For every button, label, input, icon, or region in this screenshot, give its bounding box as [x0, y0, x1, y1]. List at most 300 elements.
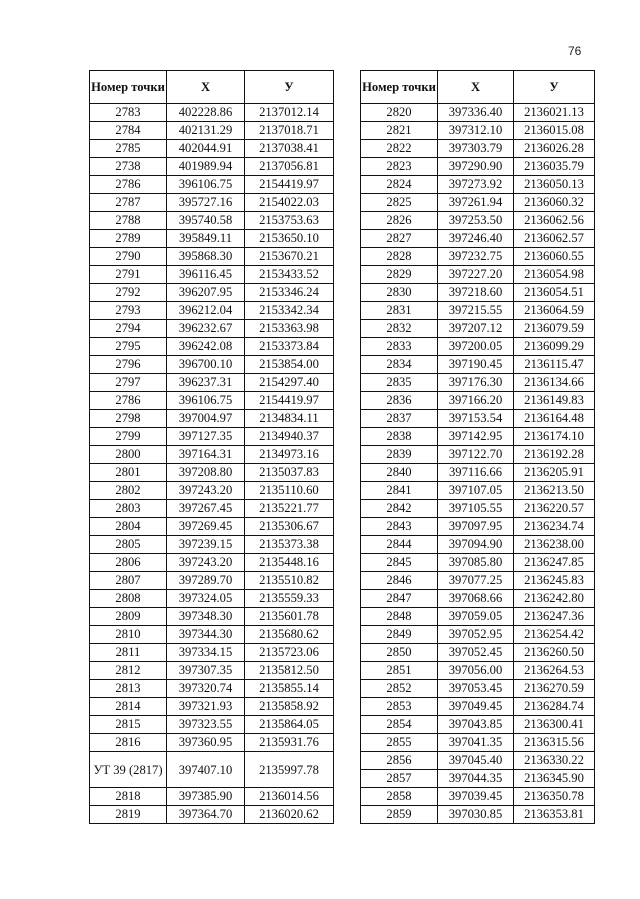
cell-x: 397053.45 [438, 680, 514, 698]
cell-x: 402228.86 [167, 104, 245, 122]
cell-x: 397190.45 [438, 356, 514, 374]
cell-y: 2135510.82 [245, 572, 334, 590]
cell-y: 2153433.52 [245, 266, 334, 284]
cell-y: 2135864.05 [245, 716, 334, 734]
cell-x: 397068.66 [438, 590, 514, 608]
cell-point-number: 2821 [361, 122, 438, 140]
cell-x: 397208.80 [167, 464, 245, 482]
cell-y: 2135306.67 [245, 518, 334, 536]
cell-y: 2134973.16 [245, 446, 334, 464]
header-y: У [514, 71, 595, 104]
cell-x: 395740.58 [167, 212, 245, 230]
cell-y: 2135221.77 [245, 500, 334, 518]
cell-point-number: 2813 [90, 680, 167, 698]
table-row [90, 590, 334, 608]
cell-y: 2135373.38 [245, 536, 334, 554]
cell-y: 2136149.83 [514, 392, 595, 410]
header-point-number: Номер точки [361, 71, 438, 104]
cell-point-number: 2795 [90, 338, 167, 356]
table-row [361, 104, 595, 122]
cell-x: 397239.15 [167, 536, 245, 554]
table-row [361, 734, 595, 752]
cell-point-number: 2833 [361, 338, 438, 356]
cell-y: 2136270.59 [514, 680, 595, 698]
cell-x: 397127.35 [167, 428, 245, 446]
cell-point-number: 2806 [90, 554, 167, 572]
cell-x: 397176.30 [438, 374, 514, 392]
cell-x: 395868.30 [167, 248, 245, 266]
table-row [90, 716, 334, 734]
cell-x: 396237.31 [167, 374, 245, 392]
cell-y: 2136264.53 [514, 662, 595, 680]
table-row [90, 536, 334, 554]
cell-x: 397407.10 [167, 752, 245, 788]
cell-y: 2136350.78 [514, 788, 595, 806]
table-row [361, 428, 595, 446]
cell-y: 2135680.62 [245, 626, 334, 644]
cell-point-number: 2791 [90, 266, 167, 284]
table-row [361, 788, 595, 806]
cell-x: 395727.16 [167, 194, 245, 212]
cell-point-number: 2784 [90, 122, 167, 140]
cell-x: 396242.08 [167, 338, 245, 356]
cell-x: 397243.20 [167, 554, 245, 572]
cell-x: 397045.40 [438, 752, 514, 770]
cell-point-number: 2794 [90, 320, 167, 338]
cell-y: 2136315.56 [514, 734, 595, 752]
table-row [361, 590, 595, 608]
table-row [90, 482, 334, 500]
cell-x: 397077.25 [438, 572, 514, 590]
cell-x: 397122.70 [438, 446, 514, 464]
cell-x: 397056.00 [438, 662, 514, 680]
table-row [361, 698, 595, 716]
table-row [90, 320, 334, 338]
table-row [361, 356, 595, 374]
cell-y: 2137038.41 [245, 140, 334, 158]
cell-point-number: 2786 [90, 392, 167, 410]
cell-x: 397336.40 [438, 104, 514, 122]
cell-y: 2136260.50 [514, 644, 595, 662]
cell-point-number: 2848 [361, 608, 438, 626]
cell-point-number: 2792 [90, 284, 167, 302]
cell-y: 2136060.55 [514, 248, 595, 266]
cell-x: 397166.20 [438, 392, 514, 410]
table-row [90, 608, 334, 626]
cell-point-number: 2851 [361, 662, 438, 680]
cell-y: 2135037.83 [245, 464, 334, 482]
table-row [361, 176, 595, 194]
cell-point-number: 2823 [361, 158, 438, 176]
cell-x: 397323.55 [167, 716, 245, 734]
cell-x: 397116.66 [438, 464, 514, 482]
table-row [361, 122, 595, 140]
cell-y: 2136014.56 [245, 788, 334, 806]
header-point-number: Номер точки [90, 71, 167, 104]
header-y: У [245, 71, 334, 104]
cell-point-number: 2843 [361, 518, 438, 536]
cell-point-number: 2803 [90, 500, 167, 518]
cell-point-number: 2825 [361, 194, 438, 212]
coordinates-table-right [360, 70, 595, 824]
cell-y: 2136062.57 [514, 230, 595, 248]
cell-y: 2153753.63 [245, 212, 334, 230]
cell-point-number: 2832 [361, 320, 438, 338]
table-row [90, 446, 334, 464]
table-row [90, 302, 334, 320]
cell-point-number: 2838 [361, 428, 438, 446]
cell-x: 397107.05 [438, 482, 514, 500]
table-row [361, 410, 595, 428]
cell-x: 397030.85 [438, 806, 514, 824]
cell-x: 397289.70 [167, 572, 245, 590]
cell-y: 2136079.59 [514, 320, 595, 338]
cell-x: 396106.75 [167, 176, 245, 194]
table-row [90, 338, 334, 356]
cell-y: 2136234.74 [514, 518, 595, 536]
table-row [361, 320, 595, 338]
cell-point-number: 2796 [90, 356, 167, 374]
table-row [90, 104, 334, 122]
table-row [361, 806, 595, 824]
cell-x: 396700.10 [167, 356, 245, 374]
cell-y: 2136099.29 [514, 338, 595, 356]
cell-point-number: 2805 [90, 536, 167, 554]
cell-point-number: 2828 [361, 248, 438, 266]
cell-y: 2153373.84 [245, 338, 334, 356]
cell-y: 2136015.08 [514, 122, 595, 140]
cell-y: 2136054.51 [514, 284, 595, 302]
cell-x: 397312.10 [438, 122, 514, 140]
cell-y: 2136254.42 [514, 626, 595, 644]
cell-x: 397164.31 [167, 446, 245, 464]
cell-x: 402044.91 [167, 140, 245, 158]
cell-point-number: 2837 [361, 410, 438, 428]
cell-y: 2154419.97 [245, 392, 334, 410]
table-row [90, 392, 334, 410]
cell-y: 2153346.24 [245, 284, 334, 302]
cell-x: 397290.90 [438, 158, 514, 176]
cell-point-number: 2789 [90, 230, 167, 248]
cell-x: 397041.35 [438, 734, 514, 752]
cell-point-number: 2810 [90, 626, 167, 644]
table-row [361, 770, 595, 788]
cell-x: 397261.94 [438, 194, 514, 212]
cell-point-number: 2815 [90, 716, 167, 734]
table-row [90, 284, 334, 302]
cell-y: 2135723.06 [245, 644, 334, 662]
cell-x: 397227.20 [438, 266, 514, 284]
cell-point-number: УТ 39 (2817) [90, 752, 167, 788]
cell-y: 2136026.28 [514, 140, 595, 158]
cell-y: 2153670.21 [245, 248, 334, 266]
cell-point-number: 2820 [361, 104, 438, 122]
cell-y: 2136353.81 [514, 806, 595, 824]
table-row [90, 572, 334, 590]
table-row [361, 752, 595, 770]
table-row [361, 662, 595, 680]
table-row [361, 338, 595, 356]
table-row [361, 626, 595, 644]
cell-point-number: 2831 [361, 302, 438, 320]
cell-y: 2135812.50 [245, 662, 334, 680]
cell-x: 397324.05 [167, 590, 245, 608]
cell-x: 397334.15 [167, 644, 245, 662]
table-row [90, 518, 334, 536]
cell-x: 402131.29 [167, 122, 245, 140]
table-row [361, 248, 595, 266]
table-row [361, 554, 595, 572]
cell-y: 2136300.41 [514, 716, 595, 734]
table-header-row [90, 71, 334, 104]
cell-y: 2134834.11 [245, 410, 334, 428]
cell-y: 2136164.48 [514, 410, 595, 428]
cell-x: 397105.55 [438, 500, 514, 518]
cell-x: 397243.20 [167, 482, 245, 500]
table-row [90, 212, 334, 230]
cell-x: 397253.50 [438, 212, 514, 230]
cell-x: 397085.80 [438, 554, 514, 572]
cell-point-number: 2844 [361, 536, 438, 554]
cell-x: 397218.60 [438, 284, 514, 302]
table-row [361, 266, 595, 284]
cell-y: 2136284.74 [514, 698, 595, 716]
coordinates-table-left [89, 70, 334, 824]
cell-point-number: 2842 [361, 500, 438, 518]
table-row [90, 176, 334, 194]
cell-x: 397232.75 [438, 248, 514, 266]
table-row [361, 536, 595, 554]
cell-y: 2136330.22 [514, 752, 595, 770]
cell-y: 2135559.33 [245, 590, 334, 608]
cell-x: 397052.45 [438, 644, 514, 662]
cell-x: 397303.79 [438, 140, 514, 158]
cell-y: 2134940.37 [245, 428, 334, 446]
cell-x: 397273.92 [438, 176, 514, 194]
cell-y: 2136021.13 [514, 104, 595, 122]
cell-x: 397052.95 [438, 626, 514, 644]
cell-x: 397200.05 [438, 338, 514, 356]
cell-y: 2136345.90 [514, 770, 595, 788]
cell-y: 2136220.57 [514, 500, 595, 518]
cell-point-number: 2845 [361, 554, 438, 572]
cell-point-number: 2836 [361, 392, 438, 410]
table-row [90, 194, 334, 212]
cell-y: 2136134.66 [514, 374, 595, 392]
table-row [90, 410, 334, 428]
cell-point-number: 2812 [90, 662, 167, 680]
cell-y: 2137056.81 [245, 158, 334, 176]
cell-x: 397044.35 [438, 770, 514, 788]
cell-point-number: 2807 [90, 572, 167, 590]
cell-x: 401989.94 [167, 158, 245, 176]
cell-x: 396106.75 [167, 392, 245, 410]
cell-point-number: 2785 [90, 140, 167, 158]
cell-x: 397348.30 [167, 608, 245, 626]
cell-x: 396212.04 [167, 302, 245, 320]
cell-point-number: 2800 [90, 446, 167, 464]
cell-x: 397364.70 [167, 806, 245, 824]
cell-point-number: 2798 [90, 410, 167, 428]
table-row [90, 122, 334, 140]
table-row [90, 734, 334, 752]
cell-y: 2154022.03 [245, 194, 334, 212]
cell-x: 397049.45 [438, 698, 514, 716]
cell-point-number: 2801 [90, 464, 167, 482]
header-x: Х [438, 71, 514, 104]
cell-point-number: 2859 [361, 806, 438, 824]
table-row [361, 446, 595, 464]
table-row [361, 284, 595, 302]
cell-y: 2136247.36 [514, 608, 595, 626]
cell-point-number: 2841 [361, 482, 438, 500]
cell-x: 397267.45 [167, 500, 245, 518]
cell-point-number: 2855 [361, 734, 438, 752]
cell-y: 2135110.60 [245, 482, 334, 500]
cell-point-number: 2783 [90, 104, 167, 122]
cell-x: 397004.97 [167, 410, 245, 428]
cell-y: 2137018.71 [245, 122, 334, 140]
cell-y: 2136035.79 [514, 158, 595, 176]
table-row [361, 212, 595, 230]
cell-x: 397321.93 [167, 698, 245, 716]
cell-x: 396207.95 [167, 284, 245, 302]
table-row [361, 140, 595, 158]
table-row [90, 626, 334, 644]
cell-x: 397153.54 [438, 410, 514, 428]
cell-point-number: 2830 [361, 284, 438, 302]
table-row [361, 392, 595, 410]
cell-point-number: 2738 [90, 158, 167, 176]
cell-x: 396116.45 [167, 266, 245, 284]
cell-x: 397320.74 [167, 680, 245, 698]
table-row [361, 518, 595, 536]
table-row [361, 680, 595, 698]
cell-y: 2153342.34 [245, 302, 334, 320]
table-row [361, 608, 595, 626]
cell-point-number: 2847 [361, 590, 438, 608]
cell-point-number: 2839 [361, 446, 438, 464]
cell-x: 397215.55 [438, 302, 514, 320]
cell-point-number: 2852 [361, 680, 438, 698]
table-row [90, 374, 334, 392]
cell-point-number: 2788 [90, 212, 167, 230]
cell-y: 2136242.80 [514, 590, 595, 608]
cell-point-number: 2793 [90, 302, 167, 320]
cell-y: 2153854.00 [245, 356, 334, 374]
cell-x: 397246.40 [438, 230, 514, 248]
table-row [361, 194, 595, 212]
cell-y: 2136174.10 [514, 428, 595, 446]
page-number: 76 [568, 44, 582, 58]
cell-point-number: 2858 [361, 788, 438, 806]
cell-point-number: 2824 [361, 176, 438, 194]
table-row [90, 500, 334, 518]
cell-y: 2135931.76 [245, 734, 334, 752]
cell-x: 397094.90 [438, 536, 514, 554]
table-row [361, 374, 595, 392]
table-row [90, 230, 334, 248]
table-row [90, 428, 334, 446]
cell-y: 2136020.62 [245, 806, 334, 824]
table-row [361, 158, 595, 176]
cell-point-number: 2819 [90, 806, 167, 824]
cell-point-number: 2846 [361, 572, 438, 590]
cell-point-number: 2849 [361, 626, 438, 644]
cell-point-number: 2850 [361, 644, 438, 662]
table-row [361, 500, 595, 518]
cell-x: 397059.05 [438, 608, 514, 626]
cell-point-number: 2790 [90, 248, 167, 266]
table-row [361, 572, 595, 590]
cell-x: 397207.12 [438, 320, 514, 338]
cell-y: 2135855.14 [245, 680, 334, 698]
cell-y: 2136238.00 [514, 536, 595, 554]
cell-y: 2154419.97 [245, 176, 334, 194]
cell-y: 2136050.13 [514, 176, 595, 194]
cell-point-number: 2854 [361, 716, 438, 734]
table-row [90, 644, 334, 662]
table-row [90, 140, 334, 158]
cell-point-number: 2804 [90, 518, 167, 536]
cell-y: 2136115.47 [514, 356, 595, 374]
cell-point-number: 2808 [90, 590, 167, 608]
cell-y: 2136054.98 [514, 266, 595, 284]
cell-x: 397307.35 [167, 662, 245, 680]
table-header-row [361, 71, 595, 104]
cell-y: 2135448.16 [245, 554, 334, 572]
cell-point-number: 2802 [90, 482, 167, 500]
cell-point-number: 2853 [361, 698, 438, 716]
header-x: Х [167, 71, 245, 104]
cell-point-number: 2816 [90, 734, 167, 752]
table-row [361, 644, 595, 662]
cell-point-number: 2799 [90, 428, 167, 446]
cell-point-number: 2856 [361, 752, 438, 770]
cell-point-number: 2857 [361, 770, 438, 788]
cell-point-number: 2814 [90, 698, 167, 716]
cell-x: 397385.90 [167, 788, 245, 806]
cell-y: 2154297.40 [245, 374, 334, 392]
table-row [361, 230, 595, 248]
table-row [90, 662, 334, 680]
table-row [90, 788, 334, 806]
cell-x: 397043.85 [438, 716, 514, 734]
table-body-left [90, 104, 334, 824]
cell-y: 2135858.92 [245, 698, 334, 716]
cell-point-number: 2797 [90, 374, 167, 392]
table-body-right [361, 104, 595, 824]
cell-point-number: 2829 [361, 266, 438, 284]
table-row [361, 302, 595, 320]
table-row [90, 248, 334, 266]
table-row [90, 752, 334, 788]
cell-y: 2136213.50 [514, 482, 595, 500]
cell-x: 397360.95 [167, 734, 245, 752]
cell-y: 2135601.78 [245, 608, 334, 626]
cell-y: 2153650.10 [245, 230, 334, 248]
table-row [90, 554, 334, 572]
table-row [361, 482, 595, 500]
table-row [361, 464, 595, 482]
table-row [90, 698, 334, 716]
table-row [90, 806, 334, 824]
cell-x: 397344.30 [167, 626, 245, 644]
table-row [90, 158, 334, 176]
cell-x: 397269.45 [167, 518, 245, 536]
cell-x: 397142.95 [438, 428, 514, 446]
cell-point-number: 2818 [90, 788, 167, 806]
